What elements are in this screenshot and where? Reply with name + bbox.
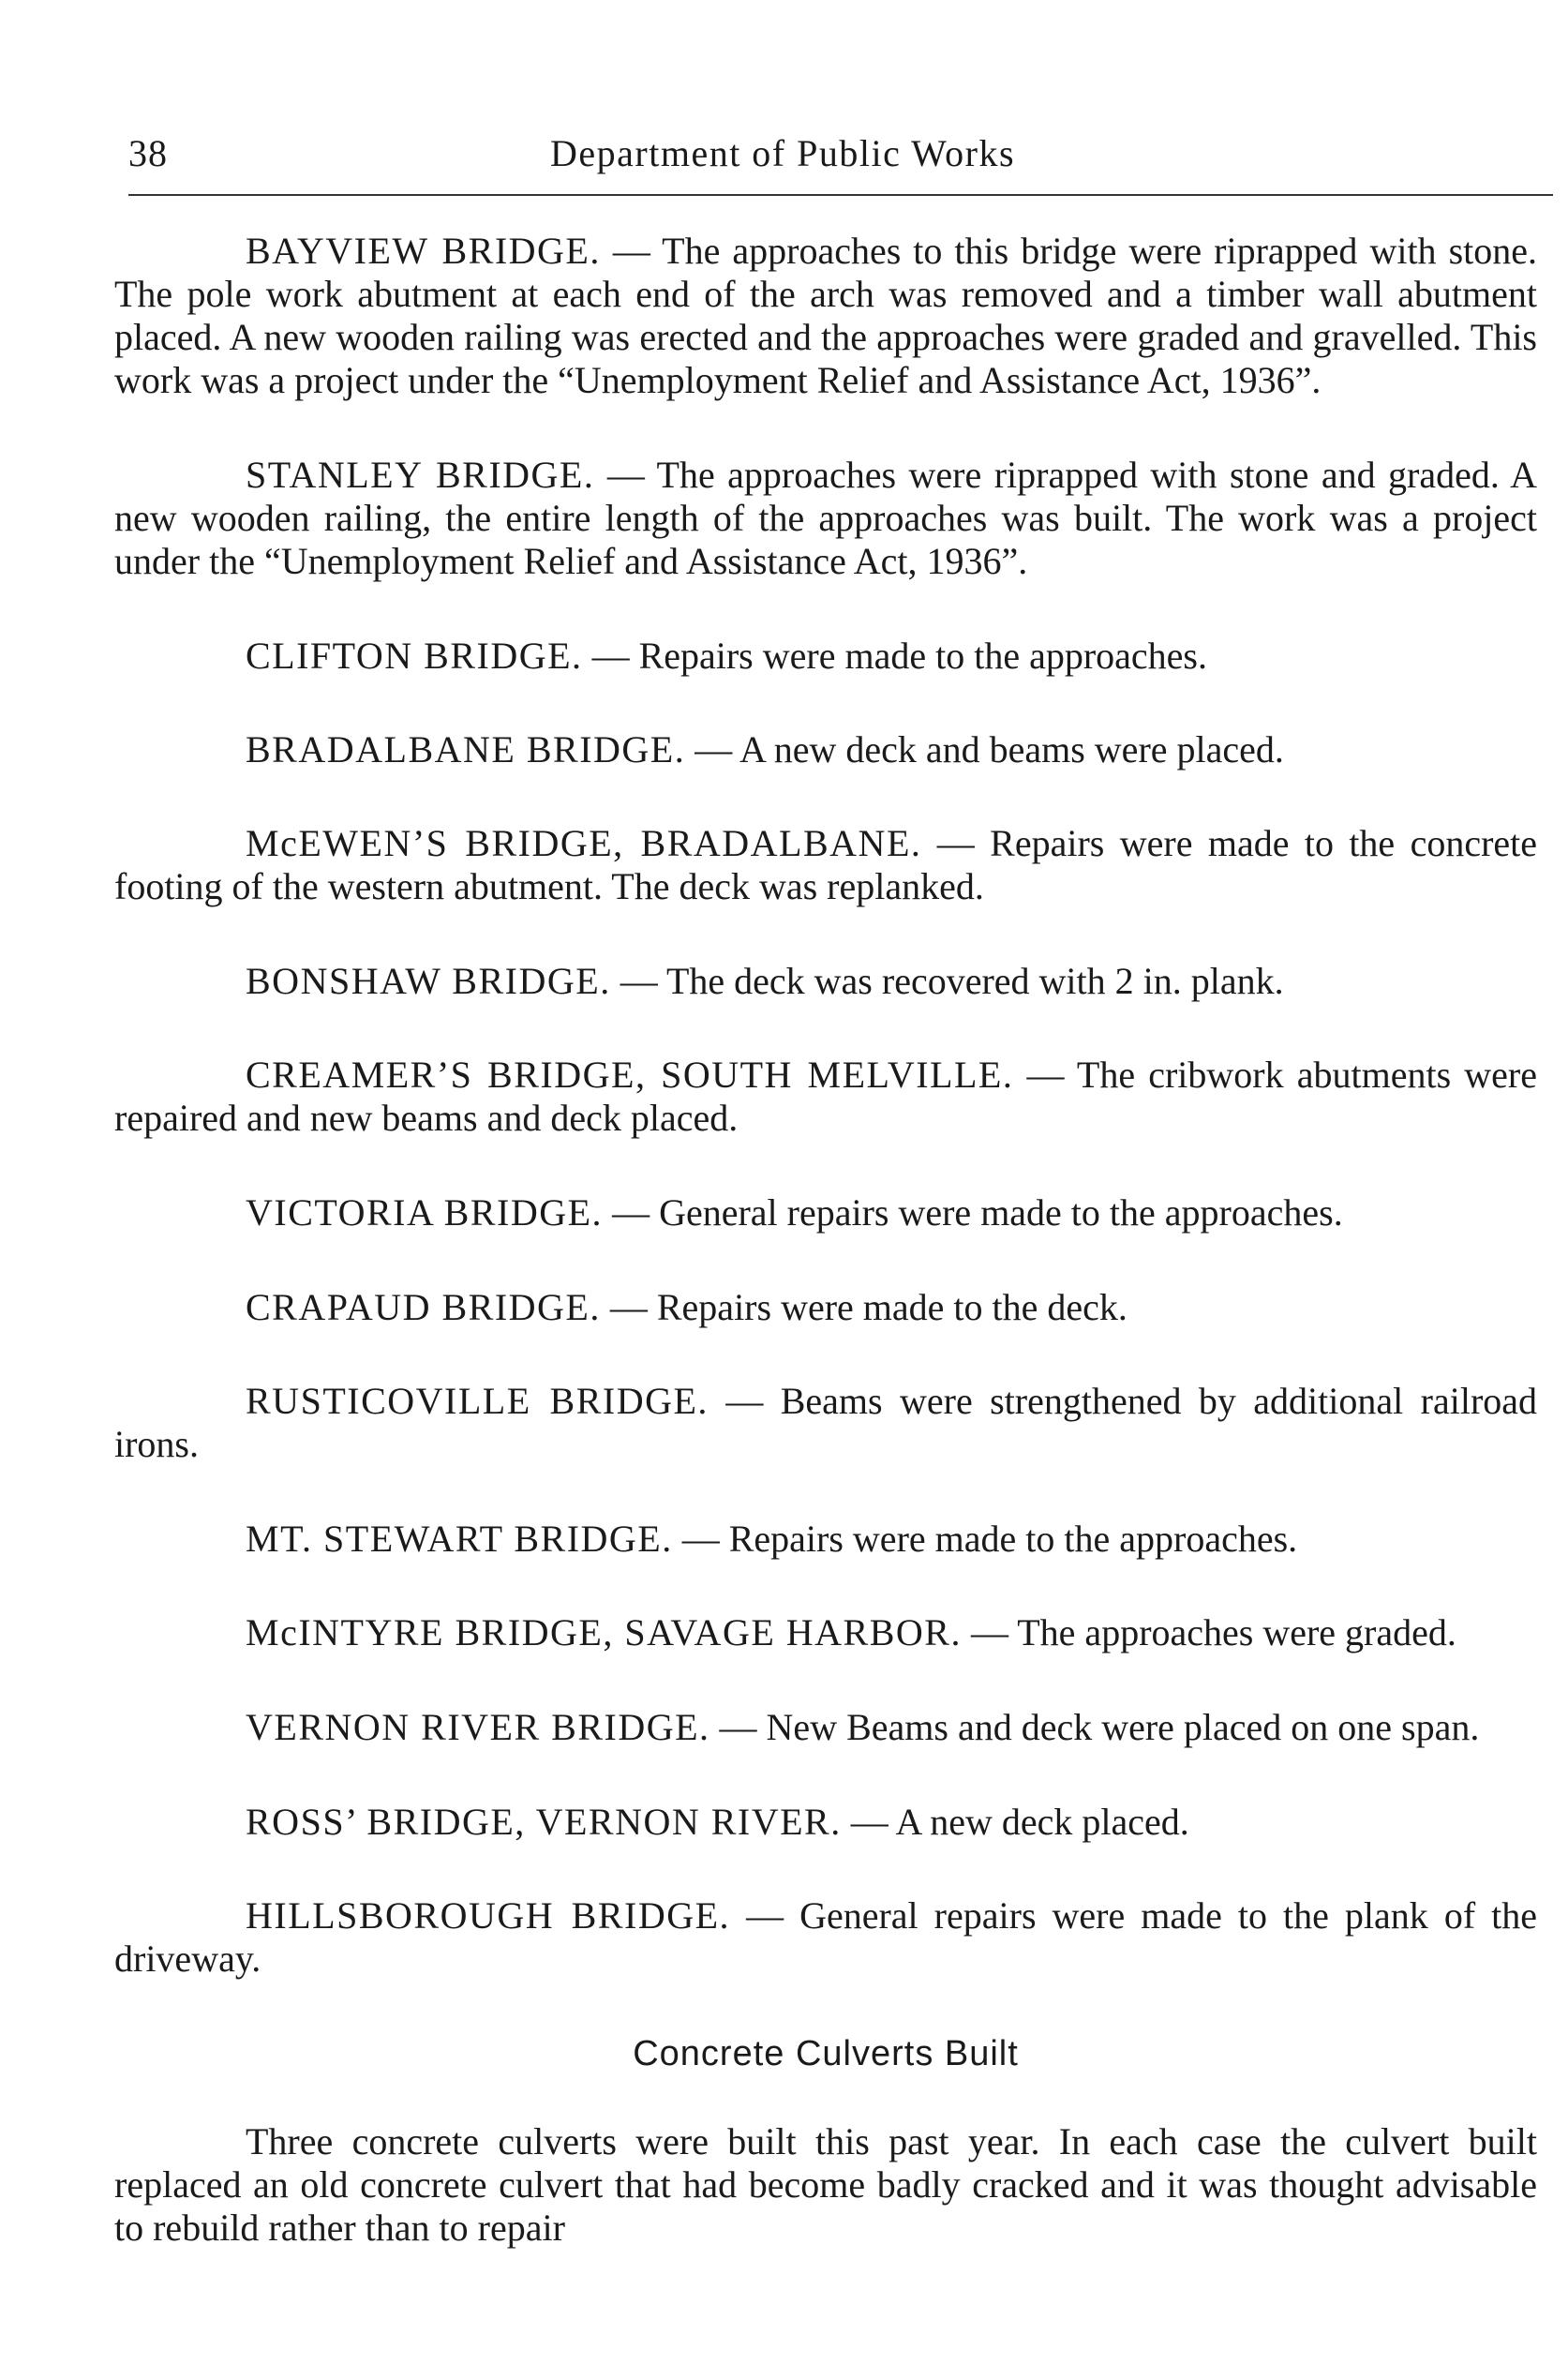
bridge-name: ROSS’ BRIDGE, VERNON RIVER.: [246, 1801, 842, 1843]
running-title: Department of Public Works: [550, 132, 1016, 174]
bridge-entry-rusticoville: [114, 1380, 1537, 1466]
bridge-description: — The deck was recovered with 2 in. plank.: [620, 960, 1284, 1002]
bridge-description: — New Beams and deck were placed on one span.: [719, 1706, 1480, 1748]
bridge-name: STANLEY BRIDGE.: [246, 454, 595, 496]
bridge-description: — Repairs were made to the deck.: [609, 1286, 1127, 1328]
bridge-description: — The approaches were graded.: [970, 1611, 1456, 1653]
header-rule: [128, 194, 1553, 196]
bridge-name: BONSHAW BRIDGE.: [246, 960, 611, 1002]
section-heading: Concrete Culverts Built: [633, 2034, 1019, 2073]
bridge-entry-stanley: [114, 454, 1537, 583]
bridge-entry-vernon-river: [114, 1706, 1537, 1749]
bridge-name: McEWEN’S BRIDGE, BRADALBANE.: [246, 822, 922, 864]
bridge-entry-crapaud: [114, 1286, 1537, 1329]
bridge-description: — Beams were strengthened by additional railroad irons.: [114, 1380, 1538, 1465]
bridge-entry-bradalbane: [114, 728, 1537, 771]
bridge-entry-bonshaw: [114, 960, 1537, 1003]
bridge-description: — The approaches to this bridge were riprapped with stone. The pole work abutment at each end of the arch was removed and a timber wall abutment placed. A new wooden railing was erected and the approaches were graded and gravelled. This work was a project under the “Unemployment Relief and Assistance Act, 1936”.: [114, 230, 1537, 401]
bridge-name: CRAPAUD BRIDGE.: [246, 1286, 601, 1328]
bridge-entry-victoria: [114, 1191, 1537, 1234]
page-number: 38: [128, 132, 168, 174]
bridge-name: CLIFTON BRIDGE.: [246, 635, 583, 677]
bridge-entry-mt-stewart: [114, 1518, 1537, 1561]
bridge-name: BAYVIEW BRIDGE.: [246, 230, 601, 272]
bridge-entry-bayview: [114, 230, 1537, 402]
section-paragraph: Three concrete culverts were built this past year. In each case the culvert built replaced an old concrete culvert that had become badly cracked and it was thought advisable to rebuild rather than to repair: [114, 2120, 1537, 2249]
bridge-entry-ross: [114, 1801, 1537, 1844]
bridge-name: RUSTICOVILLE BRIDGE.: [246, 1380, 709, 1422]
bridge-name: BRADALBANE BRIDGE.: [246, 728, 686, 771]
bridge-entry-mcewens: [114, 822, 1537, 908]
bridge-description: — Repairs were made to the concrete footing of the western abutment. The deck was replanked.: [114, 822, 1538, 907]
bridge-description: — Repairs were made to the approaches.: [681, 1518, 1298, 1560]
bridge-entry-mcintyre: [114, 1611, 1537, 1654]
bridge-description: — A new deck and beams were placed.: [694, 728, 1284, 771]
bridge-name: CREAMER’S BRIDGE, SOUTH MELVILLE.: [246, 1054, 1014, 1096]
page-header: [128, 131, 1553, 187]
bridge-entry-hillsborough: [114, 1894, 1537, 1981]
bridge-description: — The approaches were riprapped with stone and graded. A new wooden railing, the entire length of the approaches was built. The work was a project under the “Unemployment Relief and Assistance Act, 1936”.: [114, 454, 1538, 582]
bridge-name: HILLSBOROUGH BRIDGE.: [246, 1894, 731, 1937]
bridge-name: MT. STEWART BRIDGE.: [246, 1518, 673, 1560]
bridge-name: McINTYRE BRIDGE, SAVAGE HARBOR.: [246, 1611, 962, 1653]
bridge-description: — A new deck placed.: [850, 1801, 1189, 1843]
bridge-name: VERNON RIVER BRIDGE.: [246, 1706, 710, 1748]
bridge-description: — General repairs were made to the approaches.: [612, 1191, 1343, 1234]
body-text: [114, 230, 1537, 2301]
bridge-description: — The cribwork abutments were repaired and new beams and deck placed.: [114, 1054, 1537, 1139]
bridge-entry-creamers: [114, 1054, 1537, 1140]
bridge-name: VICTORIA BRIDGE.: [246, 1191, 604, 1234]
bridge-description: — Repairs were made to the approaches.: [591, 635, 1207, 677]
bridge-description: — General repairs were made to the plank of the driveway.: [114, 1894, 1538, 1980]
bridge-entry-clifton: [114, 635, 1537, 678]
